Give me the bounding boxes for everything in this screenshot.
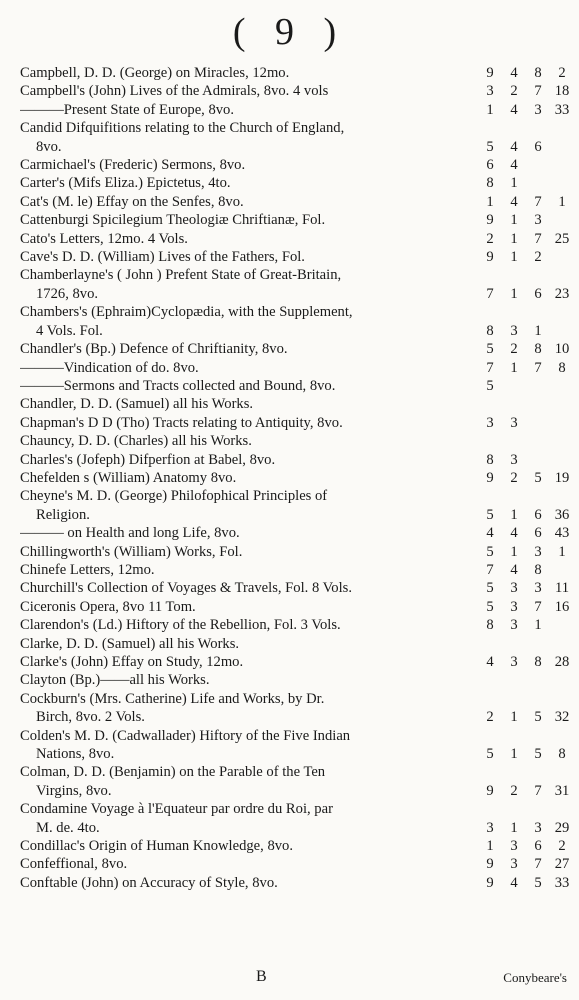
entry-number: 3 [510,654,518,670]
entry-number [552,174,572,192]
entry-numbers [480,156,572,174]
entry-number: 3 [510,414,518,431]
entry-title-line: Cato's Letters, 12mo. 4 Vols. [20,230,188,247]
entry-title [20,64,480,82]
entry-number: 1 [510,746,518,763]
entry-number: 7 [486,561,494,578]
entry-title-continuation: Religion. [36,506,90,523]
entry-title-line: Clarendon's (Ld.) Hiftory of the Rebellion, Fol. 3 Vols. [20,617,341,634]
entry-number [528,174,548,192]
entry-title [20,340,480,358]
entry-numbers [480,174,572,192]
entry-number: 3 [510,451,518,468]
entry-number: 9 [486,469,494,486]
entry-title-line: Chillingworth's (William) Works, Fol. [20,543,243,560]
entry-number: 29 [554,819,570,836]
entry-number: 10 [554,341,570,358]
entry-number: 4 [486,525,494,542]
entry-number: 18 [554,83,570,100]
entry-title-line: Chinefe Letters, 12mo. [20,561,155,578]
entry-title-line: ———Vindication of do. 8vo. [20,359,199,376]
catalogue-entry [20,248,572,266]
entry-title [20,727,480,764]
entry-number: 3 [510,856,518,873]
catalogue-entry [20,64,572,82]
entry-title-line: Confeffional, 8vo. [20,856,128,873]
entry-number: 5 [534,874,542,891]
entry-title-line: Chamberlayne's ( John ) Prefent State of Great-Britain, [20,267,342,284]
entry-title-line: Cheyne's M. D. (George) Philofophical Principles of [20,488,328,505]
entry-number: 6 [534,138,542,155]
catalogue-entry [20,451,572,469]
entry-title [20,101,480,119]
entry-number [552,616,572,634]
entry-number: 6 [534,525,542,542]
catalogue-entry [20,616,572,634]
entry-number: 7 [534,193,542,210]
catalogue-entry [20,359,572,377]
entry-number: 25 [554,230,570,247]
entry-number: 5 [486,543,494,560]
entry-title-line: Condillac's Origin of Human Knowledge, 8vo. [20,838,293,855]
entry-title [20,303,480,340]
catalogue-entry [20,855,572,873]
entry-numbers [480,414,572,432]
entry-numbers [480,837,572,855]
catalogue-entry [20,174,572,192]
entry-title [20,635,480,653]
catalogue-entry [20,487,572,524]
catalogue-entry [20,340,572,358]
entry-title-continuation: M. de. 4to. [36,819,100,836]
entry-title [20,156,480,174]
entry-number: 1 [510,212,518,229]
catalogue-entry [20,193,572,211]
entry-title-line: Cockburn's (Mrs. Catherine) Life and Works, by Dr. [20,690,325,707]
entry-title-line: Carter's (Mifs Eliza.) Epictetus, 4to. [20,175,231,192]
entry-title [20,193,480,211]
catalogue-entry [20,211,572,229]
catalogue-entry [20,874,572,892]
entry-numbers [480,248,572,266]
catalogue-entry [20,837,572,855]
entry-number [552,322,572,340]
entry-number: 1 [510,709,518,726]
entry-number: 5 [486,138,494,155]
entry-numbers [480,359,572,377]
entry-number: 43 [554,525,570,542]
entry-title [20,487,480,524]
entry-number: 5 [534,709,542,726]
entry-number: 2 [510,83,518,100]
entry-number: 1 [486,193,494,210]
entry-title-line: Campbell's (John) Lives of the Admirals, 8vo. 4 vols [20,83,329,100]
entry-number: 2 [510,782,518,799]
entry-number: 8 [534,341,542,358]
entry-number: 1 [510,175,518,192]
entry-title [20,800,480,837]
catchword: Conybeare's [503,970,567,985]
catalogue-entry [20,82,572,100]
entry-number: 2 [558,65,566,81]
entry-number: 8 [486,617,494,634]
entry-title [20,211,480,229]
entry-title [20,653,480,671]
entry-number: 3 [510,322,518,339]
catalogue-entry [20,414,572,432]
entry-numbers [480,745,572,763]
entry-number: 33 [554,101,570,118]
catalogue-entry [20,800,572,837]
catalogue-entry [20,230,572,248]
entry-numbers [480,64,572,82]
entry-number: 8 [486,322,494,339]
entry-title [20,377,480,395]
entry-numbers [480,451,572,469]
entry-title [20,230,480,248]
entry-number [552,451,572,469]
entry-title [20,395,480,413]
catalogue-entry [20,469,572,487]
entry-number: 4 [510,65,518,81]
entry-number: 1 [510,230,518,247]
entry-title-line: Charles's (Jofeph) Difperfion at Babel, 8vo. [20,451,276,468]
entry-number: 1 [510,543,518,560]
entry-numbers [480,543,572,561]
entry-number: 5 [534,469,542,486]
entry-numbers [480,322,572,340]
entry-number [528,377,548,395]
entry-title [20,616,480,634]
entry-number: 1 [510,249,518,266]
signature-mark: B [256,968,267,985]
entry-number: 7 [534,83,542,100]
entry-number: 1 [510,285,518,302]
entry-number: 4 [510,138,518,155]
entry-number: 1 [534,322,542,339]
entry-number: 8 [534,654,542,670]
entry-title-line: Colman, D. D. (Benjamin) on the Parable of the Ten [20,764,326,781]
entry-number: 32 [554,709,570,726]
entry-title [20,690,480,727]
entry-number: 5 [486,341,494,358]
entry-number: 8 [558,746,566,763]
entry-number: 7 [534,359,542,376]
entry-number: 4 [510,193,518,210]
entry-title [20,671,480,689]
entry-title-line: ——— on Health and long Life, 8vo. [20,525,240,542]
entry-numbers [480,469,572,487]
entry-title-line: Cattenburgi Spicilegium Theologiæ Chriftianæ, Fol. [20,212,326,229]
entry-title [20,451,480,469]
catalogue-list [20,64,572,892]
entry-number: 31 [554,782,570,799]
entry-number: 5 [486,377,494,394]
entry-title [20,543,480,561]
entry-numbers [480,340,572,358]
entry-title-line: Clarke's (John) Effay on Study, 12mo. [20,654,244,670]
entry-number: 7 [486,285,494,302]
entry-number: 2 [558,838,566,855]
entry-title [20,432,480,450]
entry-number: 8 [534,65,542,81]
entry-number: 6 [534,285,542,302]
catalogue-entry [20,635,572,653]
entry-numbers [480,138,572,156]
entry-title [20,579,480,597]
entry-title-line: Chandler, D. D. (Samuel) all his Works. [20,396,254,413]
entry-numbers [480,101,572,119]
entry-number: 3 [510,598,518,615]
entry-numbers [480,616,572,634]
entry-number: 8 [558,359,566,376]
entry-number [528,451,548,469]
entry-number: 3 [486,819,494,836]
catalogue-entry [20,156,572,174]
entry-number: 1 [558,193,566,210]
entry-number: 2 [510,341,518,358]
entry-title [20,119,480,156]
catalogue-entry [20,690,572,727]
entry-number [552,561,572,579]
entry-number: 1 [510,819,518,836]
entry-number: 4 [510,101,518,118]
entry-number: 33 [554,874,570,891]
entry-numbers [480,524,572,542]
catalogue-entry [20,727,572,764]
entry-number: 4 [510,157,518,174]
entry-numbers [480,653,572,671]
entry-title-line: Conftable (John) on Accuracy of Style, 8vo. [20,874,278,891]
entry-number: 3 [534,819,542,836]
entry-title [20,874,480,892]
entry-title [20,414,480,432]
entry-number: 7 [486,359,494,376]
entry-number: 1 [486,101,494,118]
catalogue-entry [20,395,572,413]
entry-title [20,266,480,303]
entry-number: 5 [486,746,494,763]
entry-numbers [480,874,572,892]
entry-title-line: Clayton (Bp.)——all his Works. [20,672,210,689]
entry-number: 3 [534,212,542,229]
entry-number: 9 [486,782,494,799]
entry-number: 5 [534,746,542,763]
page-footer [0,964,579,994]
entry-number: 2 [486,709,494,726]
entry-number: 4 [510,525,518,542]
entry-number: 6 [534,506,542,523]
entry-number [552,211,572,229]
entry-number: 19 [554,469,570,486]
entry-number: 1 [534,617,542,634]
entry-numbers [480,561,572,579]
entry-numbers [480,598,572,616]
entry-title [20,248,480,266]
entry-number: 1 [558,543,566,560]
entry-title-line: Clarke, D. D. (Samuel) all his Works. [20,635,240,652]
catalogue-entry [20,303,572,340]
entry-title-continuation: 1726, 8vo. [36,285,99,302]
catalogue-entry [20,266,572,303]
entry-number: 4 [486,654,494,670]
catalogue-entry [20,524,572,542]
entry-number: 9 [486,249,494,266]
entry-title-line: Chauncy, D. D. (Charles) all his Works. [20,433,252,450]
entry-title [20,763,480,800]
entry-title-line: ———Present State of Europe, 8vo. [20,101,235,118]
entry-number: 2 [510,469,518,486]
catalogue-entry [20,543,572,561]
entry-number [552,156,572,174]
entry-number: 8 [534,561,542,578]
entry-numbers [480,782,572,800]
entry-title [20,561,480,579]
entry-number: 3 [510,617,518,634]
entry-title [20,524,480,542]
entry-number: 7 [534,598,542,615]
entry-number: 16 [554,598,570,615]
entry-number: 2 [534,249,542,266]
entry-title-continuation: 8vo. [36,138,62,155]
entry-number: 6 [486,157,494,174]
entry-number: 8 [486,175,494,192]
entry-number [504,377,524,395]
entry-title [20,469,480,487]
entry-numbers [480,506,572,524]
entry-number: 3 [486,414,494,431]
entry-number [552,377,572,395]
entry-number: 3 [534,101,542,118]
entry-title-line: Chambers's (Ephraim)Cyclopædia, with the Supplement, [20,304,353,321]
entry-number [528,156,548,174]
entry-title-continuation: Birch, 8vo. 2 Vols. [36,709,145,726]
entry-title-line: Ciceronis Opera, 8vo 11 Tom. [20,598,196,615]
entry-title-line: Colden's M. D. (Cadwallader) Hiftory of the Five Indian [20,727,351,744]
catalogue-entry [20,671,572,689]
entry-number: 28 [554,654,570,670]
entry-number: 5 [486,506,494,523]
entry-number: 9 [486,212,494,229]
entry-title-line: Campbell, D. D. (George) on Miracles, 12mo. [20,65,290,81]
entry-title [20,837,480,855]
entry-number: 9 [486,65,494,81]
entry-number: 7 [534,856,542,873]
catalogue-entry [20,377,572,395]
entry-title-line: Condamine Voyage à l'Equateur par ordre du Roi, par [20,801,333,818]
catalogue-entry [20,432,572,450]
catalogue-entry [20,101,572,119]
entry-title-line: Chapman's D D (Tho) Tracts relating to Antiquity, 8vo. [20,414,343,431]
entry-number: 3 [534,580,542,597]
catalogue-entry [20,561,572,579]
entry-number: 3 [534,543,542,560]
entry-title-line: Churchill's Collection of Voyages & Travels, Fol. 8 Vols. [20,580,352,597]
entry-number: 4 [510,874,518,891]
entry-number: 5 [486,580,494,597]
entry-title [20,174,480,192]
entry-number: 3 [510,838,518,855]
entry-number: 27 [554,856,570,873]
entry-title-continuation: 4 Vols. Fol. [36,322,103,339]
catalogue-entry [20,598,572,616]
entry-title-line: Cave's D. D. (William) Lives of the Fathers, Fol. [20,249,305,266]
entry-title [20,359,480,377]
entry-number [552,414,572,432]
catalogue-entry [20,653,572,671]
entry-number: 3 [510,580,518,597]
entry-number: 9 [486,874,494,891]
entry-numbers [480,855,572,873]
entry-number: 6 [534,838,542,855]
catalogue-entry [20,763,572,800]
entry-number [552,248,572,266]
entry-number: 23 [554,285,570,302]
entry-numbers [480,377,572,395]
entry-number: 36 [554,506,570,523]
entry-number: 5 [486,598,494,615]
entry-title-continuation: Nations, 8vo. [36,746,115,763]
entry-number: 1 [510,359,518,376]
entry-numbers [480,579,572,597]
entry-title-line: Candid Difquifitions relating to the Church of England, [20,120,345,137]
entry-number: 2 [486,230,494,247]
catalogue-entry [20,119,572,156]
entry-number: 11 [554,580,570,597]
entry-title-line: Carmichael's (Frederic) Sermons, 8vo. [20,157,246,174]
entry-number [552,138,572,156]
entry-title-line: Chandler's (Bp.) Defence of Chriftianity, 8vo. [20,341,288,358]
entry-title-line: Chefelden s (William) Anatomy 8vo. [20,469,237,486]
entry-title-line: Cat's (M. le) Effay on the Senfes, 8vo. [20,193,244,210]
entry-numbers [480,193,572,211]
entry-numbers [480,708,572,726]
page-number: ( 9 ) [232,11,347,53]
entry-title [20,598,480,616]
entry-number: 7 [534,230,542,247]
entry-number: 8 [486,451,494,468]
entry-title [20,855,480,873]
entry-numbers [480,819,572,837]
entry-title-line: ———Sermons and Tracts collected and Bound, 8vo. [20,377,336,394]
entry-number: 3 [486,83,494,100]
entry-title [20,82,480,100]
entry-number [528,414,548,432]
entry-numbers [480,211,572,229]
catalogue-entry [20,579,572,597]
entry-title-continuation: Virgins, 8vo. [36,782,112,799]
entry-numbers [480,285,572,303]
entry-number: 1 [510,506,518,523]
entry-numbers [480,82,572,100]
entry-numbers [480,230,572,248]
entry-number: 9 [486,856,494,873]
entry-number: 1 [486,838,494,855]
entry-number: 4 [510,561,518,578]
entry-number: 7 [534,782,542,799]
